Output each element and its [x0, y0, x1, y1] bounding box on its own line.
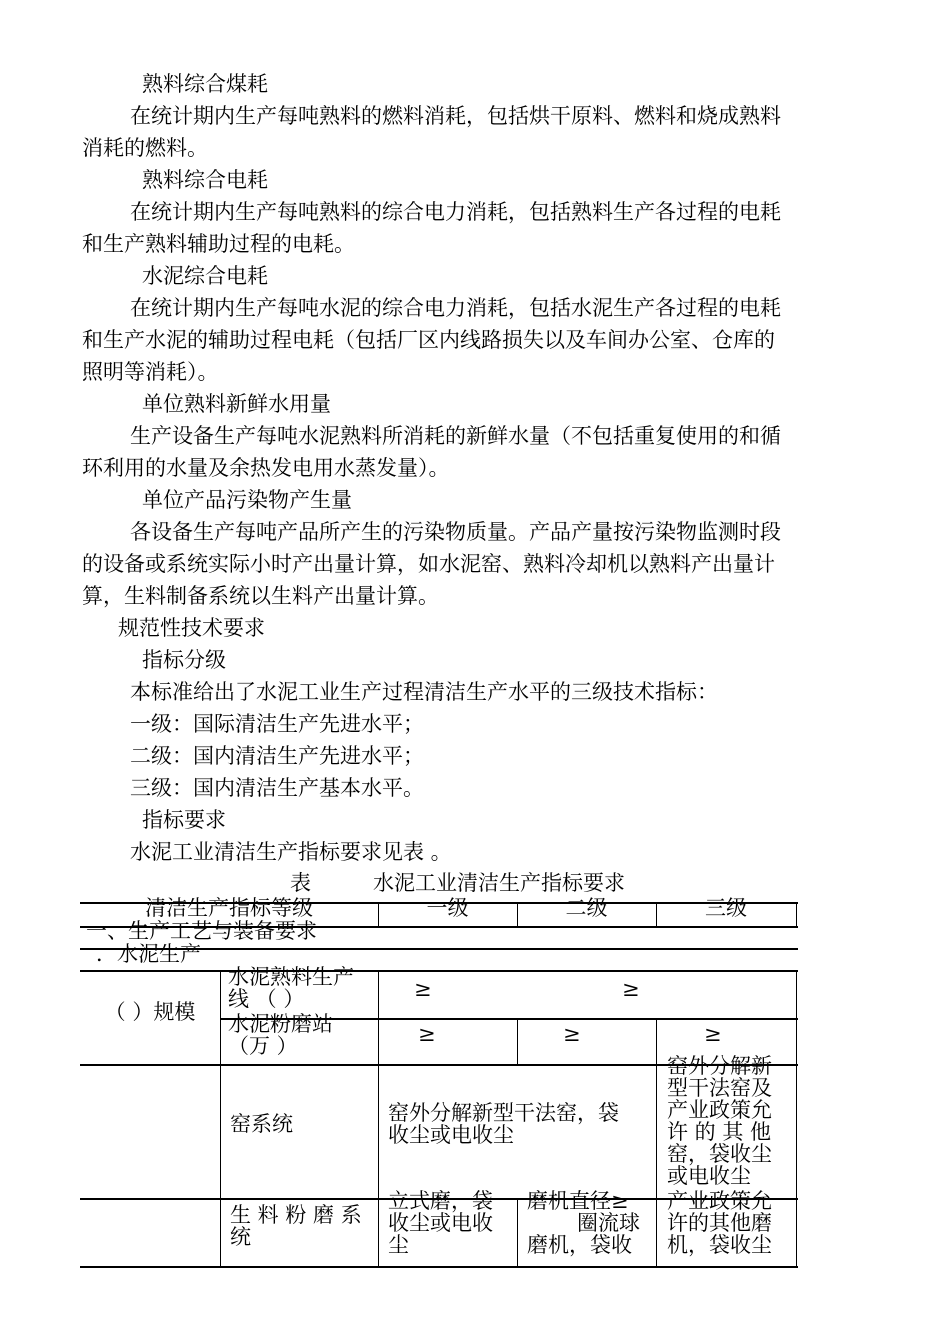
paragraph-level2: 二级：国内清洁生产先进水平； [130, 744, 424, 768]
heading-clinker-power: 熟料综合电耗 [142, 168, 268, 192]
heading-clinker-coal: 熟料综合煤耗 [142, 72, 268, 96]
raw-mill-level2-3: 磨机，袋收 [527, 1233, 632, 1257]
raw-mill-level2-1: 磨机直径≥ [527, 1189, 629, 1213]
paragraph-clinker-coal-line1: 在统计期内生产每吨熟料的燃料消耗，包括烘干原料、燃料和烧成熟料 [130, 104, 781, 128]
raw-mill-level1-2: 收尘或电收 [388, 1211, 493, 1235]
table-vrule-col-b [378, 970, 379, 1267]
kiln-system-level3 [667, 1055, 772, 1187]
clinker-line-name [228, 966, 354, 1010]
raw-mill-level2-2: 圈流球 [577, 1211, 640, 1235]
kiln-system-level3-4: 许 的 其 他 [667, 1120, 772, 1144]
table-vrule-col-e [796, 970, 797, 1267]
paragraph-cement-power-line2: 和生产水泥的辅助过程电耗（包括厂区内线路损失以及车间办公室、仓库的 [82, 328, 775, 352]
kiln-system-level12-2: 收尘或电收尘 [388, 1123, 514, 1147]
paragraph-cement-power-line3: 照明等消耗）。 [82, 360, 219, 384]
heading-tech-requirements: 规范性技术要求 [118, 616, 265, 640]
header-level3: 三级 [705, 896, 747, 920]
raw-mill-level1-3: 尘 [388, 1233, 409, 1257]
kiln-system-level3-1: 窑外分解新 [667, 1054, 772, 1078]
section-cement-production: ．水泥生产 [96, 942, 201, 966]
kiln-system-level3-3: 产业政策允 [667, 1098, 772, 1122]
grinding-station-name-2: （万 ） [228, 1034, 298, 1058]
header-indicator: 清洁生产指标等级 [145, 896, 313, 920]
raw-mill-level1-1: 立式磨，袋 [388, 1189, 493, 1213]
kiln-system-level12 [388, 1102, 619, 1146]
kiln-system-level12-1: 窑外分解新型干法窑，袋 [388, 1101, 619, 1125]
paragraph-clinker-coal-line2: 消耗的燃料。 [82, 136, 208, 160]
table-rule-bottom [80, 1266, 798, 1268]
kiln-system-level3-6: 或电收尘 [667, 1164, 751, 1188]
paragraph-pollutant-line1: 各设备生产每吨产品所产生的污染物质量。产品产量按污染物监测时段 [130, 520, 781, 544]
paragraph-pollutant-line2: 的设备或系统实际小时产出量计算，如水泥窑、熟料冷却机以熟料产出量计 [82, 552, 775, 576]
table-caption-label: 表 [290, 871, 311, 895]
heading-grading: 指标分级 [142, 648, 226, 672]
raw-mill-level3-1: 产业政策允 [667, 1189, 772, 1213]
section-process-equipment: 一、生产工艺与装备要求 [86, 919, 317, 943]
paragraph-cement-power-line1: 在统计期内生产每吨水泥的综合电力消耗，包括水泥生产各过程的电耗 [130, 296, 781, 320]
grinding-station-level3: ≥ [704, 1022, 722, 1046]
table-vrule-header-4 [796, 902, 797, 926]
header-level1: 一级 [426, 896, 469, 920]
clinker-line-name-2: 线 （ ） [228, 987, 305, 1011]
heading-cement-power: 水泥综合电耗 [142, 264, 268, 288]
kiln-system-level3-2: 型干法窑及 [667, 1076, 772, 1100]
paragraph-clinker-power-line2: 和生产熟料辅助过程的电耗。 [82, 232, 355, 256]
paragraph-pollutant-line3: 算，生料制备系统以生料产出量计算。 [82, 584, 439, 608]
table-vrule-col-c-lower [517, 1198, 518, 1267]
raw-mill-name [230, 1204, 362, 1248]
raw-mill-name-2: 统 [230, 1225, 251, 1249]
clinker-line-level23: ≥ [622, 977, 640, 1001]
kiln-system-name: 窑系统 [230, 1112, 293, 1136]
table-rule-section1-sub [80, 970, 798, 972]
raw-mill-level3-2: 许的其他磨 [667, 1211, 772, 1235]
clinker-line-name-1: 水泥熟料生产 [228, 965, 354, 989]
raw-mill-level1 [388, 1190, 493, 1256]
paragraph-level3: 三级：国内清洁生产基本水平。 [130, 776, 424, 800]
grinding-station-name-1: 水泥粉磨站 [228, 1012, 333, 1036]
raw-mill-level2 [527, 1190, 640, 1256]
grinding-station-level2: ≥ [563, 1022, 581, 1046]
paragraph-fresh-water-line2: 环利用的水量及余热发电用水蒸发量）。 [82, 456, 450, 480]
raw-mill-level3 [667, 1190, 772, 1256]
paragraph-clinker-power-line1: 在统计期内生产每吨熟料的综合电力消耗，包括熟料生产各过程的电耗 [130, 200, 781, 224]
paragraph-requirements: 水泥工业清洁生产指标要求见表 。 [130, 840, 452, 864]
clinker-line-level1: ≥ [414, 977, 432, 1001]
raw-mill-name-1: 生 料 粉 磨 系 [230, 1203, 362, 1227]
header-level2: 二级 [565, 896, 608, 920]
paragraph-grading-intro: 本标准给出了水泥工业生产过程清洁生产水平的三级技术指标： [130, 680, 718, 704]
grinding-station-level1: ≥ [418, 1022, 436, 1046]
table-vrule-col-a [220, 970, 221, 1267]
table-caption-title: 水泥工业清洁生产指标要求 [373, 871, 625, 895]
heading-fresh-water: 单位熟料新鲜水用量 [142, 392, 331, 416]
scale-label: （ ）规模 [104, 1000, 196, 1024]
heading-requirements: 指标要求 [142, 808, 226, 832]
table-vrule-col-c-upper [517, 1018, 518, 1064]
kiln-system-level3-5: 窑，袋收尘 [667, 1142, 772, 1166]
grinding-station-name [228, 1013, 333, 1057]
paragraph-level1: 一级：国际清洁生产先进水平； [130, 712, 424, 736]
heading-pollutant: 单位产品污染物产生量 [142, 488, 352, 512]
paragraph-fresh-water-line1: 生产设备生产每吨水泥熟料所消耗的新鲜水量（不包括重复使用的和循 [130, 424, 781, 448]
table-caption [290, 868, 625, 898]
raw-mill-level3-3: 机，袋收尘 [667, 1233, 772, 1257]
table-vrule-col-d [656, 1018, 657, 1267]
